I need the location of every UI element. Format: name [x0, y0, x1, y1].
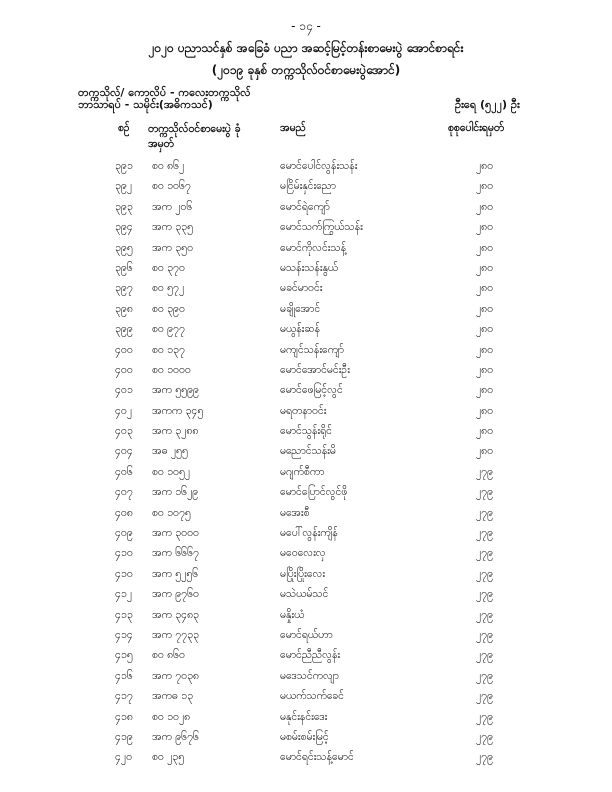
- row-roll-number: အက ၅၂၅၆: [152, 567, 199, 580]
- header-roll-number: တက္ကသိုလ်ဝင်စာမေးပွဲ ခုံအမှတ်: [148, 123, 241, 150]
- row-serial: ၃၉၇: [115, 282, 133, 295]
- row-marks: ၂၇၉: [476, 567, 493, 580]
- row-roll-number: အက ၃၂၈၈: [152, 425, 199, 438]
- row-name: မောင်အောင်မင်းဦး: [280, 363, 350, 376]
- row-roll-number: စဝ ၈၆၀: [152, 649, 185, 662]
- university-line: တက္ကသိုလ်/ ကောလိပ် - ကလေးတက္ကသိုလ်: [78, 86, 251, 99]
- row-name: မပြိုးပြိုးလေး: [280, 567, 326, 580]
- row-marks: ၂၇၉: [476, 588, 493, 601]
- row-name: မောင်ဖေမြင့်လွင်: [280, 384, 343, 397]
- table-row: [0, 421, 612, 441]
- row-marks: ၂၇၉: [476, 465, 493, 478]
- row-marks: ၂၈၀: [476, 221, 494, 234]
- table-row: [0, 401, 612, 421]
- table-row: [0, 543, 612, 563]
- row-name: မအေးစီ: [280, 506, 310, 519]
- row-serial: ၃၉၃: [115, 200, 133, 213]
- row-name: မပေါ်လွန်းကျိန်: [280, 527, 338, 540]
- table-row: [0, 380, 612, 400]
- table-row: [0, 666, 612, 686]
- row-marks: ၂၈၀: [476, 425, 494, 438]
- row-name: မဝေလေးလှ: [280, 547, 326, 560]
- table-row: [0, 258, 612, 278]
- row-name: မရတနာဝင်း: [280, 404, 327, 417]
- row-name: မချိုအောင်: [280, 302, 321, 315]
- table-row: [0, 197, 612, 217]
- row-marks: ၂၇၉: [476, 710, 493, 723]
- row-name: မညောင်သန်းမိ: [280, 445, 336, 458]
- row-roll-number: အက ၇၇၃၃: [152, 628, 199, 641]
- table-row: [0, 605, 612, 625]
- row-name: မယက်သက်ခေင်: [280, 690, 344, 703]
- table-row: [0, 564, 612, 584]
- row-roll-number: စဝ ၁၀၆၇: [152, 180, 191, 193]
- table-row: [0, 238, 612, 258]
- table-row: [0, 278, 612, 298]
- row-marks: ၂၇၉: [476, 751, 493, 764]
- results-list: [0, 156, 612, 768]
- table-row: [0, 176, 612, 196]
- row-roll-number: အက ၃၃၅: [152, 221, 193, 234]
- row-roll-number: အက ၃၀၀၀: [152, 527, 199, 540]
- row-serial: ၄၀၀: [115, 343, 133, 356]
- row-roll-number: စဝ ၃၉၀: [152, 302, 185, 315]
- row-name: မခင်မာဝင်း: [280, 282, 323, 295]
- subject-line: ဘာသာရပ် - သမိုင်း(အဓိကသင်): [78, 98, 213, 111]
- row-roll-number: စဝ ၁၀၂၈: [152, 710, 191, 723]
- row-serial: ၄၁၇: [115, 690, 133, 703]
- row-marks: ၂၈၀: [476, 241, 494, 254]
- row-marks: ၂၇၉: [476, 628, 493, 641]
- row-marks: ၂၇၉: [476, 649, 493, 662]
- row-serial: ၄၁၉: [115, 730, 133, 743]
- table-row: [0, 584, 612, 604]
- row-name: မောင်ရဲကျော်: [280, 200, 330, 213]
- row-marks: ၂၈၀: [476, 261, 494, 274]
- row-serial: ၄၀၄: [115, 445, 133, 458]
- row-name: မောင်ပြောင်လွင်ဖို: [280, 486, 348, 499]
- row-serial: ၃၉၈: [115, 302, 133, 315]
- row-roll-number: အကဓ ၁၃: [152, 690, 193, 703]
- row-name: မောင်ရယ်ဟာ: [280, 628, 333, 641]
- row-roll-number: စဝ ၃၇၀: [152, 261, 185, 274]
- row-serial: ၄၁၀: [115, 567, 133, 580]
- row-marks: ၂၈၀: [476, 384, 494, 397]
- table-row: [0, 156, 612, 176]
- table-row: [0, 360, 612, 380]
- row-serial: ၃၉၅: [115, 241, 133, 254]
- row-roll-number: အက ၃၄၈၃: [152, 608, 199, 621]
- row-roll-number: အက ၁၆၂၉: [152, 486, 199, 499]
- table-row: [0, 503, 612, 523]
- row-name: မကျင်သန်းကျော်: [280, 343, 344, 356]
- row-marks: ၂၇၉: [476, 690, 493, 703]
- row-name: မဒေသင်ကလျာ: [280, 669, 339, 682]
- row-serial: ၄၀၇: [115, 486, 133, 499]
- row-serial: ၄၁၂: [115, 588, 132, 601]
- row-serial: ၄၁၃: [115, 608, 133, 621]
- row-marks: ၂၇၉: [476, 730, 493, 743]
- header-serial: စဉ်: [118, 122, 130, 134]
- row-serial: ၃၉၄: [115, 221, 133, 234]
- row-marks: ၂၇၉: [476, 547, 493, 560]
- row-serial: ၃၉၁: [115, 160, 133, 172]
- document-subtitle: (၂၀၁၉ ခုနှစ် တက္ကသိုလ်ဝင်စာမေးပွဲအောင်): [211, 63, 401, 77]
- row-marks: ၂၇၉: [476, 608, 493, 621]
- row-serial: ၄၁၅: [115, 649, 133, 662]
- row-name: မယွန်းဆန်: [280, 323, 320, 336]
- row-name: မသဲယမ်သင်: [280, 588, 329, 601]
- table-row: [0, 686, 612, 706]
- row-serial: ၃၉၉: [115, 323, 133, 336]
- table-row: [0, 707, 612, 727]
- row-marks: ၂၈၀: [476, 343, 494, 356]
- row-serial: ၄၁၆: [115, 669, 133, 682]
- table-row: [0, 625, 612, 645]
- row-marks: ၂၈၀: [476, 200, 494, 213]
- header-total-marks: စုစုပေါင်းရမှတ်: [448, 122, 505, 134]
- table-row: [0, 340, 612, 360]
- table-row: [0, 523, 612, 543]
- row-serial: ၄၁၀: [115, 547, 133, 560]
- table-row: [0, 645, 612, 665]
- row-marks: ၂၇၉: [476, 527, 493, 540]
- row-name: မောင်ရင်းသန့်မောင်: [280, 751, 354, 764]
- row-serial: ၄၂၀: [115, 751, 132, 764]
- row-roll-number: စဝ ၉၇၇: [152, 323, 185, 336]
- row-roll-number: အက ၉၆၇၆: [152, 730, 199, 743]
- row-roll-number: စဝ ၂၃၅: [152, 751, 185, 764]
- row-marks: ၂၈၀: [476, 445, 494, 458]
- row-name: မောင်ကိုလင်းသန့်: [280, 241, 347, 254]
- row-roll-number: စဝ ၁၃၇: [152, 343, 185, 356]
- page-number: - ၁၄ -: [291, 19, 321, 33]
- document-title: ၂၀၂၀ ပညာသင်နှစ် အခြေခံ ပညာ အဆင့်မြင့်တန်းစာမေးပွဲ အောင်စာရင်း: [148, 41, 464, 55]
- row-name: မစမ်းစမ်းမြင့်: [280, 730, 329, 743]
- row-serial: ၃၉၆: [115, 261, 133, 274]
- row-name: မောင်သက်ကြွယ်သန်း: [280, 221, 363, 234]
- row-name: မောင်ညီညီလွန်း: [280, 649, 341, 662]
- row-name: မနုင်းနင်းဒေး: [280, 710, 328, 723]
- header-name: အမည်: [280, 122, 306, 134]
- row-roll-number: စဝ ၈၆၂: [152, 160, 185, 172]
- table-row: [0, 217, 612, 237]
- row-serial: ၄၀၆: [115, 465, 133, 478]
- row-serial: ၄၁၄: [115, 628, 133, 641]
- row-roll-number: စဝ ၁၀၇၅: [152, 506, 191, 519]
- row-marks: ၂၈၀: [476, 323, 494, 336]
- row-roll-number: စဝ ၁၀၅၂: [152, 465, 191, 478]
- table-row: [0, 462, 612, 482]
- row-marks: ၂၈၀: [476, 404, 494, 417]
- row-marks: ၂၈၀: [476, 180, 494, 193]
- row-name: မောင်ပေါင်လွန်းသန်း: [280, 160, 358, 172]
- row-serial: ၄၀၈: [115, 506, 133, 519]
- row-serial: ၄၀၁: [115, 384, 133, 397]
- table-row: [0, 441, 612, 461]
- row-marks: ၂၇၉: [476, 486, 493, 499]
- row-name: မဂျက်စီကာ: [280, 465, 325, 478]
- row-name: မနှိုးယံ: [280, 608, 305, 621]
- row-roll-number: အက ၇၀၃၈: [152, 669, 199, 682]
- table-row: [0, 482, 612, 502]
- row-roll-number: အက ၃၅၀: [152, 241, 193, 254]
- row-roll-number: အက ၉၇၆၀: [152, 588, 199, 601]
- row-marks: ၂၈၀: [476, 302, 494, 315]
- total-count: ဦးရေ (၅၂၂) ဦး: [455, 98, 520, 111]
- row-serial: ၄၀၉: [115, 527, 133, 540]
- row-name: မငြိမ်းနှင်းညော: [280, 180, 336, 193]
- table-row: [0, 727, 612, 747]
- row-marks: ၂၇၉: [476, 669, 493, 682]
- row-marks: ၂၈၀: [476, 160, 494, 172]
- row-serial: ၄၀၃: [115, 425, 133, 438]
- table-row: [0, 319, 612, 339]
- row-marks: ၂၈၀: [476, 363, 494, 376]
- row-name: မောင်သွန်းရိုင်: [280, 425, 332, 438]
- table-row: [0, 299, 612, 319]
- row-marks: ၂၈၀: [476, 282, 494, 295]
- row-roll-number: စဝ ၅၇၂: [152, 282, 185, 295]
- row-roll-number: အက ၂၀၆: [152, 200, 193, 213]
- row-serial: ၄၁၈: [115, 710, 133, 723]
- row-name: မသန်းသန်းနွယ်: [280, 261, 339, 274]
- row-roll-number: အကက ၃၄၅: [152, 404, 204, 417]
- table-row: [0, 747, 612, 767]
- row-roll-number: အဓ ၂၅၅: [152, 445, 188, 458]
- row-serial: ၄၀၂: [115, 404, 132, 417]
- row-marks: ၂၇၉: [476, 506, 493, 519]
- row-serial: ၄၀၀: [115, 363, 133, 376]
- row-roll-number: အက ၅၅၉၉: [152, 384, 199, 397]
- row-roll-number: အက ၆၆၆၇: [152, 547, 199, 560]
- row-serial: ၃၉၂: [115, 180, 132, 193]
- row-roll-number: စဝ ၁၀၀၀: [152, 363, 191, 376]
